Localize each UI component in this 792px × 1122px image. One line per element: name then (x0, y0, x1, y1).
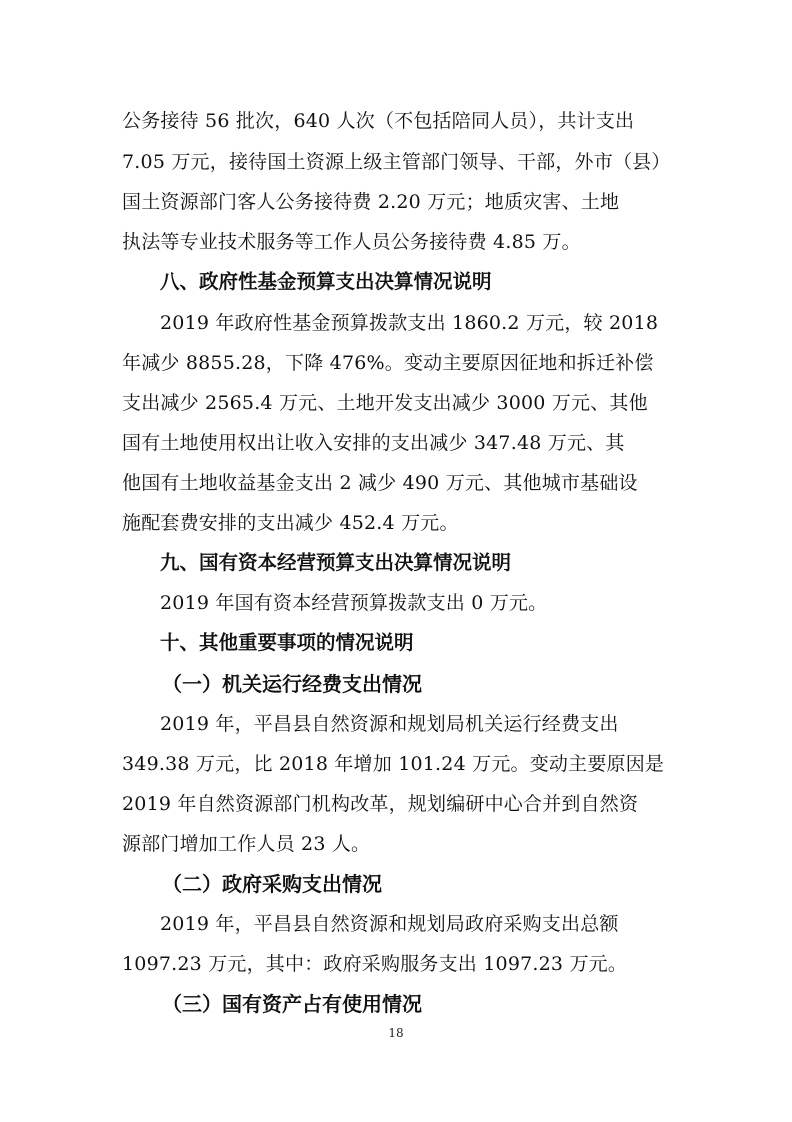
paragraph-line: 他国有土地收益基金支出 2 减少 490 万元、其他城市基础设 (122, 472, 638, 494)
paragraph-line: 1097.23 万元，其中：政府采购服务支出 1097.23 万元。 (122, 953, 628, 975)
paragraph-line: 2019 年，平昌县自然资源和规划局政府采购支出总额 (160, 913, 619, 935)
paragraph-line: 2019 年政府性基金预算拨款支出 1860.2 万元，较 2018 (160, 312, 659, 334)
paragraph-line: 2019 年国有资本经营预算拨款支出 0 万元。 (160, 592, 548, 614)
paragraph-line: 施配套费安排的支出减少 452.4 万元。 (122, 512, 459, 534)
subsection-heading-2: （二）政府采购支出情况 (162, 872, 382, 896)
page-number: 18 (388, 1026, 404, 1040)
paragraph-line: 公务接待 56 批次，640 人次（不包括陪同人员），共计支出 (122, 110, 635, 132)
paragraph-line: 349.38 万元，比 2018 年增加 101.24 万元。变动主要原因是 (122, 753, 665, 775)
paragraph-line: 7.05 万元，接待国土资源上级主管部门领导、干部，外市（县） (122, 151, 671, 173)
paragraph-line: 国有土地使用权出让收入安排的支出减少 347.48 万元、其 (122, 432, 625, 454)
subsection-heading-1: （一）机关运行经费支出情况 (162, 672, 422, 696)
paragraph-line: 支出减少 2565.4 万元、土地开发支出减少 3000 万元、其他 (122, 392, 648, 414)
paragraph-line: 源部门增加工作人员 23 人。 (122, 833, 371, 855)
paragraph-line: 2019 年，平昌县自然资源和规划局机关运行经费支出 (160, 713, 619, 735)
paragraph-line: 年减少 8855.28，下降 476%。变动主要原因征地和拆迁补偿 (122, 352, 654, 374)
paragraph-line: 国土资源部门客人公务接待费 2.20 万元；地质灾害、土地 (122, 191, 620, 213)
section-heading-10: 十、其他重要事项的情况说明 (160, 631, 414, 654)
paragraph-line: 2019 年自然资源部门机构改革，规划编研中心合并到自然资 (122, 793, 639, 815)
subsection-heading-3: （三）国有资产占有使用情况 (162, 992, 422, 1016)
section-heading-9: 九、国有资本经营预算支出决算情况说明 (160, 551, 512, 574)
section-heading-8: 八、政府性基金预算支出决算情况说明 (160, 270, 492, 293)
paragraph-line: 执法等专业技术服务等工作人员公务接待费 4.85 万。 (122, 231, 581, 253)
